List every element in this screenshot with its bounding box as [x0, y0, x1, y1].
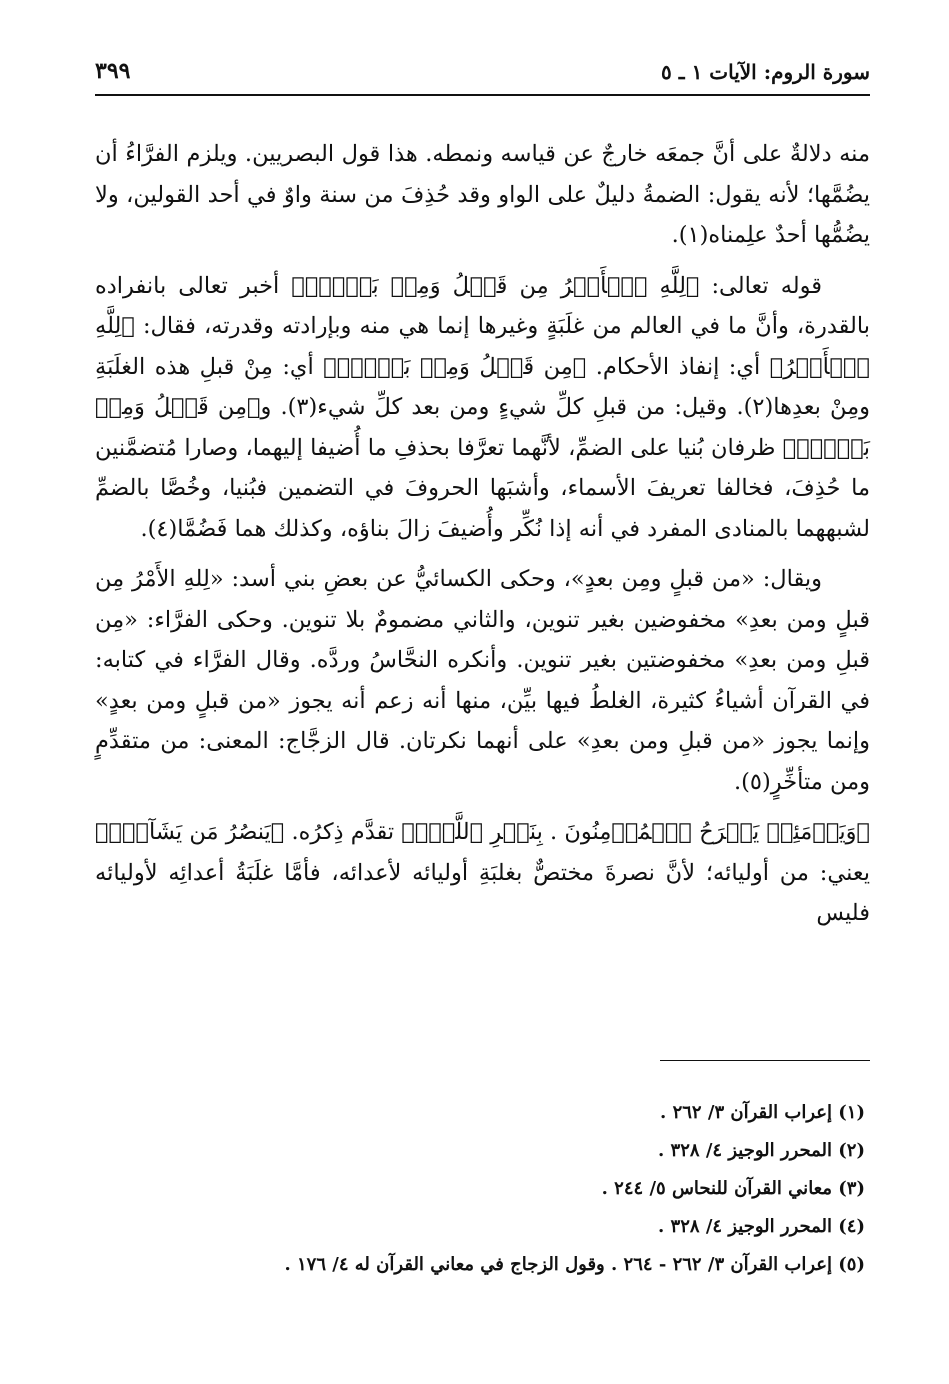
running-header: [95, 56, 870, 96]
footnote-5: (٥) إعراب القرآن ٣/ ٢٦٢ - ٢٦٤ . وقول الزجاج في معاني القرآن له ٤/ ١٧٦ .: [284, 1254, 865, 1275]
footnotes: [95, 1094, 865, 1284]
footnote-3: (٣) معاني القرآن للنحاس ٥/ ٢٤٤ .: [601, 1178, 865, 1199]
header-title: سورة الروم: الآيات ١ ـ ٥: [661, 60, 870, 84]
footnote-4: (٤) المحرر الوجيز ٤/ ٣٢٨ .: [657, 1216, 865, 1237]
page-number: ٣٩٩: [95, 58, 131, 84]
paragraph-1: منه دلالةٌ على أنَّ جمعَه خارجٌ عن قياسه ونمطه. هذا قول البصريين. ويلزم الفرَّاءُ أن يضُمَّها؛ لأنه يقول: الضمةُ دليلٌ على الواو وقد حُذِفَ من سنة واوٌ في أحد القولين، ولا يضُمُّها أحدٌ علِمناه(١).: [95, 141, 870, 248]
paragraph-2: قوله تعالى: ﴿لِلَّهِ ٱلۡأَمۡرُ مِن قَبۡلُ وَمِنۢ بَعۡدُۚ﴾ أخبر تعالى بانفراده بالقدرة، وأنَّ ما في العالم من غلَبَةٍ وغيرها إنما هي منه وبإرادته وقدرته، فقال: ﴿لِلَّهِ ٱلۡأَمۡرُ﴾ أي: إنفاذ الأحكام. ﴿مِن قَبۡلُ وَمِنۢ بَعۡدُۚ﴾ أي: مِنْ قبلِ هذه الغلَبَةِ ومِنْ بعدِها(٢). وقيل: من قبلِ كلِّ شيءٍ ومن بعد كلِّ شيء(٣). و﴿مِن قَبۡلُ وَمِنۢ بَعۡدُۚ﴾ ظرفان بُنيا على الضمِّ، لأنَّهما تعرَّفا بحذفِ ما أُضيفا إليهما، وصارا مُتضمَّنين ما حُذِفَ، فخالفا تعريفَ الأسماء، وأشبَها الحروفَ في التضمين فبُنيا، وخُصَّا بالضمِّ لشبههما بالمنادى المفرد في أنه إذا نُكِّر وأُضيفَ زالَ بناؤه، وكذلك هما فَضُمَّا(٤).: [95, 272, 870, 542]
footnote-2: (٢) المحرر الوجيز ٤/ ٣٢٨ .: [657, 1140, 865, 1161]
paragraph-4: ﴿وَيَوۡمَئِذٖ يَفۡرَحُ ٱلۡمُؤۡمِنُونَ . بِنَصۡرِ ٱللَّهِۚ﴾ تقدَّم ذِكرُه. ﴿يَنصُرُ مَن يَشَآءُۖ﴾ يعني: من أوليائه؛ لأنَّ نصرةَ مختصٌّ بغلبَةِ أوليائه لأعدائه، فأمَّا غلَبَةُ أعدائِه لأوليائه فليس: [95, 819, 870, 926]
footnote-1: (١) إعراب القرآن ٣/ ٢٦٢ .: [660, 1102, 865, 1123]
main-text: [95, 134, 870, 934]
paragraph-3: ويقال: «من قبلٍ ومِن بعدٍ»، وحكى الكسائيُّ عن بعضِ بني أسد: «لِلهِ الأَمْرُ مِن قبلٍ ومن بعدِ» مخفوضين بغير تنوين، والثاني مضمومٌ بلا تنوين. وحكى الفرَّاء: «مِن قبلِ ومن بعدِ» مخفوضتين بغير تنوين. وأنكره النحَّاسُ وردَّه. وقال الفرَّاء في كتابه: في القرآن أشياءُ كثيرة، الغلطُ فيها بيِّن، منها أنه زعم أنه يجوز «من قبلٍ ومن بعدٍ» وإنما يجوز «من قبلِ ومن بعدِ» على أنهما نكرتان. قال الزجَّاج: المعنى: من متقدِّمٍ ومن متأخِّرٍ(٥).: [95, 566, 870, 795]
footnote-separator: [660, 1060, 870, 1061]
